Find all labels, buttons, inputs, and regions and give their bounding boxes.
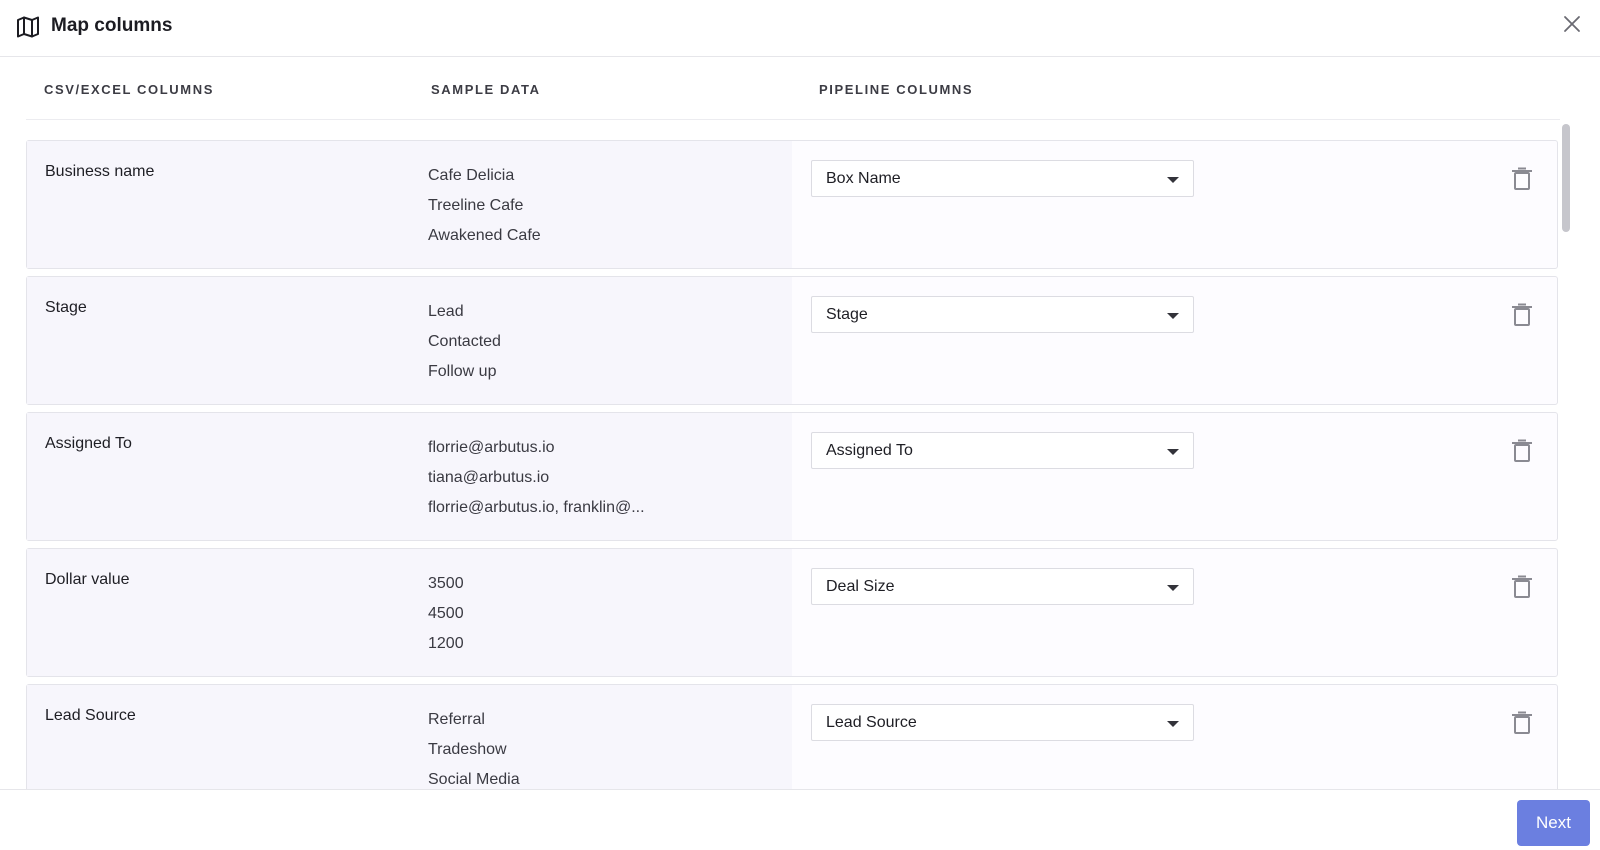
selected-pipeline-column: Stage <box>826 306 868 323</box>
pipeline-column-select[interactable] <box>811 160 1194 197</box>
source-column-name: Assigned To <box>45 435 132 452</box>
source-column-name: Stage <box>45 299 87 316</box>
sample-data-list <box>428 705 778 789</box>
sample-value: florrie@arbutus.io <box>428 439 555 456</box>
mapping-rows-list[interactable] <box>0 120 1600 789</box>
trash-icon[interactable] <box>1511 439 1533 463</box>
mapping-row <box>26 684 1558 789</box>
pipeline-column-select[interactable] <box>811 568 1194 605</box>
sample-value: Contacted <box>428 333 501 350</box>
sample-value: tiana@arbutus.io <box>428 469 550 486</box>
sample-value: Follow up <box>428 363 497 380</box>
trash-icon[interactable] <box>1511 575 1533 599</box>
source-column-name: Business name <box>45 163 155 180</box>
pipeline-column-select[interactable] <box>811 296 1194 333</box>
dialog-header <box>0 0 1600 57</box>
mapping-row <box>26 140 1558 269</box>
sample-value: Social Media <box>428 771 520 788</box>
next-button[interactable]: Next <box>1517 800 1590 846</box>
source-column-name: Dollar value <box>45 571 130 588</box>
sample-value: Referral <box>428 711 485 728</box>
chevron-down-icon <box>1167 585 1179 591</box>
column-heading-sample: SAMPLE DATA <box>431 82 541 97</box>
trash-icon[interactable] <box>1511 167 1533 191</box>
chevron-down-icon <box>1167 449 1179 455</box>
selected-pipeline-column: Box Name <box>826 170 901 187</box>
mapping-row <box>26 276 1558 405</box>
trash-icon[interactable] <box>1511 303 1533 327</box>
column-heading-source: CSV/EXCEL COLUMNS <box>44 82 214 97</box>
selected-pipeline-column: Assigned To <box>826 442 913 459</box>
sample-value: Lead <box>428 303 464 320</box>
sample-value: Cafe Delicia <box>428 167 515 184</box>
dialog-title: Map columns <box>51 15 173 36</box>
sample-value: Tradeshow <box>428 741 507 758</box>
chevron-down-icon <box>1167 177 1179 183</box>
sample-value: Treeline Cafe <box>428 197 524 214</box>
sample-value: Awakened Cafe <box>428 227 541 244</box>
sample-data-list <box>428 161 778 251</box>
sample-data-list <box>428 297 778 387</box>
scrollbar-thumb[interactable] <box>1562 124 1570 232</box>
mapping-row <box>26 548 1558 677</box>
selected-pipeline-column: Deal Size <box>826 578 895 595</box>
source-column-name: Lead Source <box>45 707 136 724</box>
sample-data-list <box>428 433 778 523</box>
vertical-scrollbar[interactable] <box>1560 124 1572 790</box>
trash-icon[interactable] <box>1511 711 1533 735</box>
sample-value: 4500 <box>428 605 464 622</box>
close-icon[interactable] <box>1560 12 1584 36</box>
mapping-row <box>26 412 1558 541</box>
chevron-down-icon <box>1167 721 1179 727</box>
sample-value: 3500 <box>428 575 464 592</box>
sample-value: florrie@arbutus.io, franklin@... <box>428 499 645 516</box>
column-heading-pipeline: PIPELINE COLUMNS <box>819 82 974 97</box>
sample-value: 1200 <box>428 635 464 652</box>
pipeline-column-select[interactable] <box>811 704 1194 741</box>
pipeline-column-select[interactable] <box>811 432 1194 469</box>
chevron-down-icon <box>1167 313 1179 319</box>
dialog-footer <box>0 789 1600 850</box>
selected-pipeline-column: Lead Source <box>826 714 917 731</box>
map-icon <box>16 15 40 39</box>
sample-data-list <box>428 569 778 659</box>
